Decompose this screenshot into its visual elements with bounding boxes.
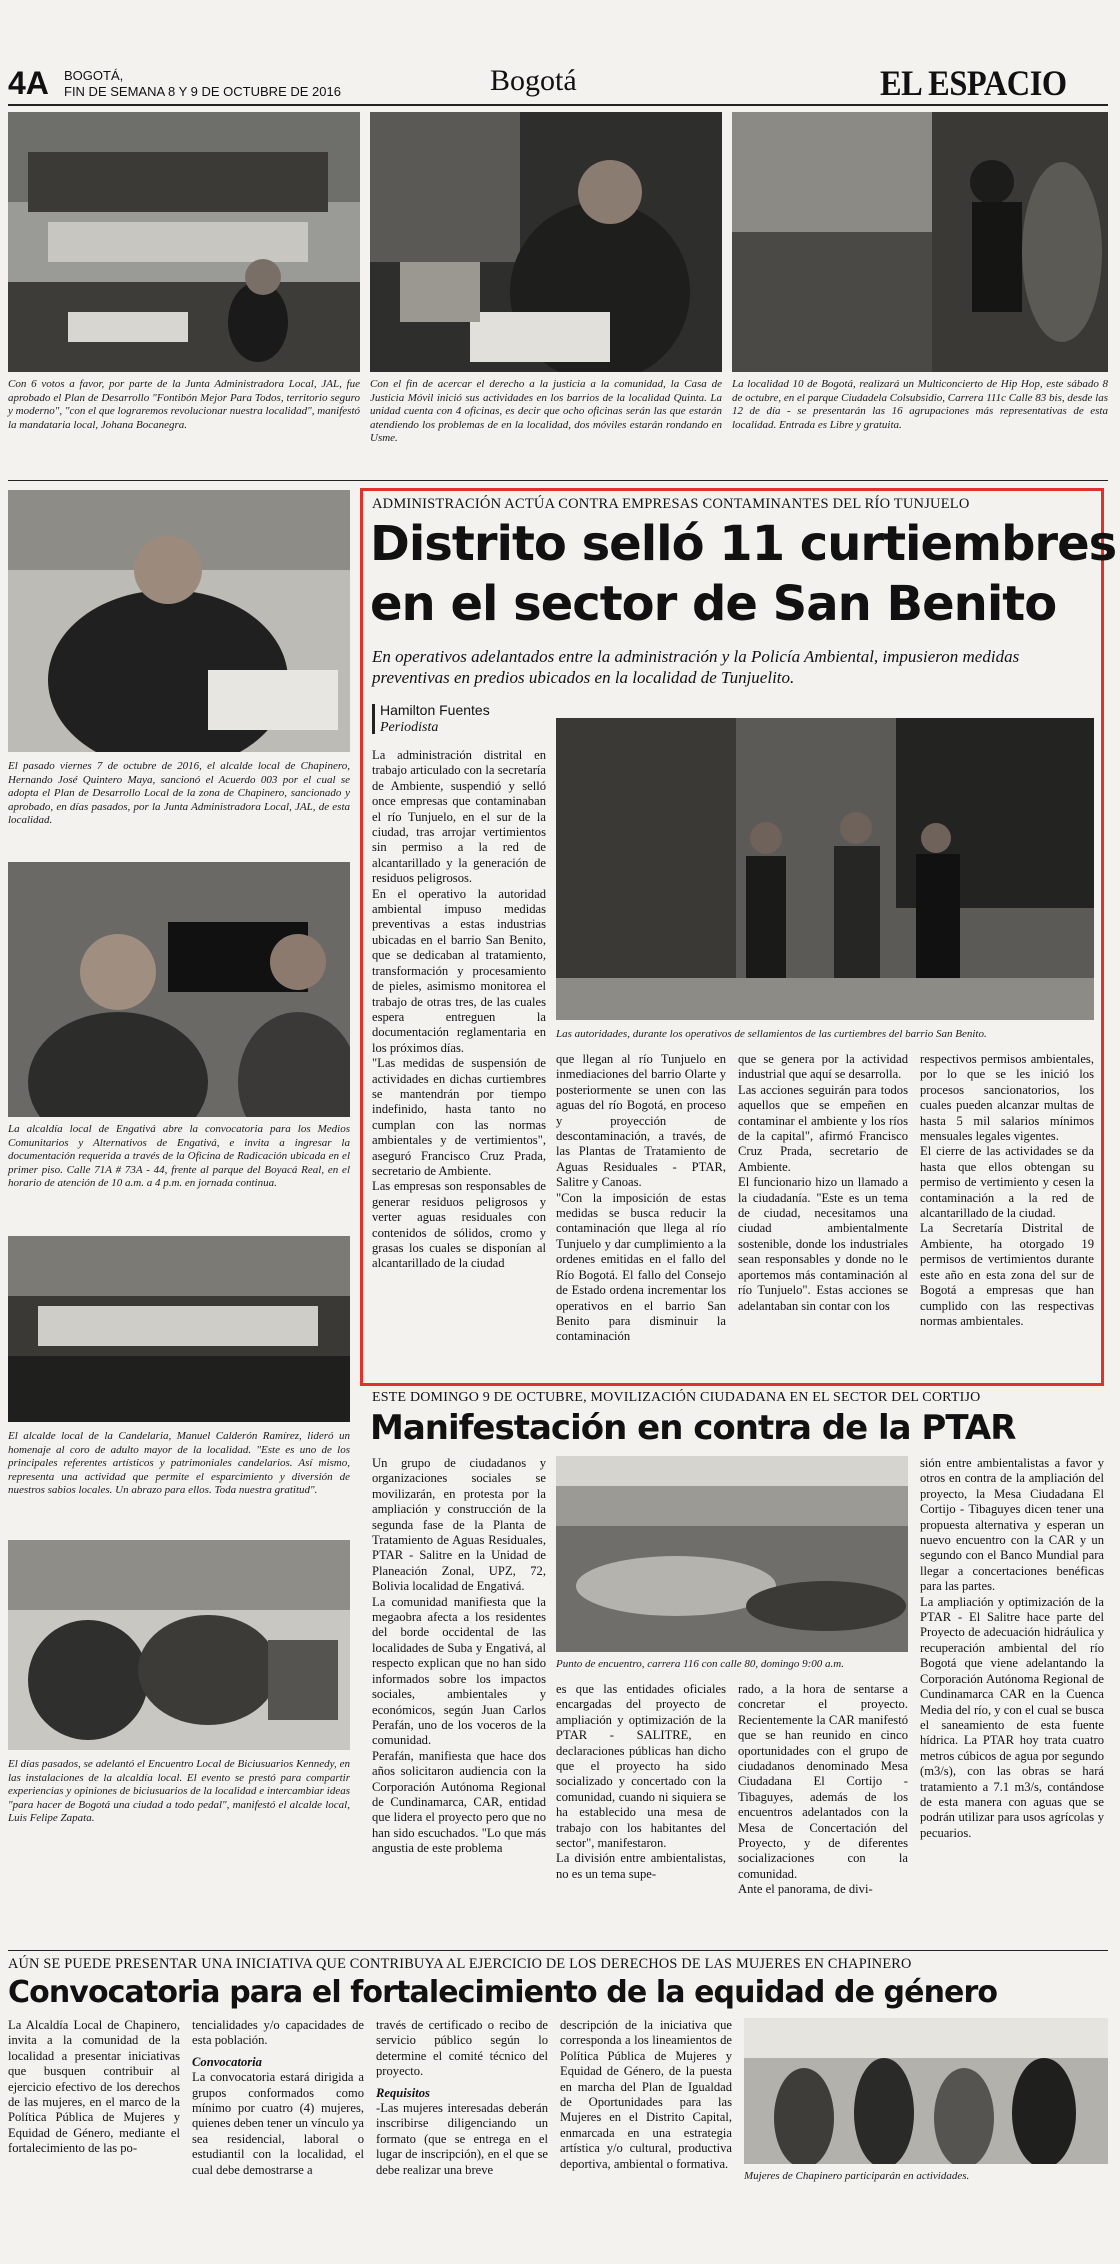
main-col-1 bbox=[372, 748, 546, 1378]
main-col3-p1: que se genera por la actividad industrial que aquí se desarrolla. bbox=[738, 1052, 908, 1082]
main-col-2 bbox=[556, 1052, 726, 1378]
top-row-rule bbox=[8, 480, 1108, 481]
photo-engativa-media bbox=[8, 862, 350, 1117]
photo-casa-justicia bbox=[370, 112, 722, 372]
ptar-col1-p2: La comunidad manifiesta que la megaobra afecta a los residentes del borde occidental de las localidades de Suba y Engativá, al respecto explican que no han sido informados sobre los impactos sociales, ambientales y económicos, según Juan Carlos Perafán, uno de los voceros de la comunidad. bbox=[372, 1594, 546, 1748]
main-col4-p3: La Secretaría Distrital de Ambiente, ha otorgado 19 permisos de vertimientos durante este año en esta zona del sur de Bogotá a empresas que han cumplido con las respectivas normas ambientales. bbox=[920, 1221, 1094, 1328]
bottom-col-4: descripción de la iniciativa que corresponda a los lineamientos de Política Pública de Mujeres y Equidad de Género, de la puesta en marcha del Plan de Igualdad de Oportunidades para las Mujeres en el Distrito Capital, enmarcada en una estrategia artística y/o cultural, productiva deportiva, ambiental o formativa. bbox=[560, 2018, 732, 2171]
photo-hip-hop bbox=[732, 112, 1108, 372]
masthead-city: BOGOTÁ, bbox=[64, 68, 124, 83]
author-role: Periodista bbox=[380, 720, 439, 735]
caption-ptar: Punto de encuentro, carrera 116 con calle 80, domingo 9:00 a.m. bbox=[556, 1658, 844, 1670]
main-headline-line1: Distrito selló 11 curtiembres bbox=[370, 516, 1117, 572]
ptar-col4-p1: sión entre ambientalistas a favor y otros en contra de la ampliación del proyecto, la Mesa Ciudadana El Cortijo - Tibaguyes dicen tener una propuesta alternativa y esperan un nuevo encuentro con la CAR y un segundo con el Banco Mundial para llegar a concertaciones benéficas para las partes. bbox=[920, 1456, 1104, 1594]
photo-ptar-wetland bbox=[556, 1456, 908, 1652]
caption-candelaria-coro: El alcalde local de la Candelaria, Manuel Calderón Ramírez, lideró un homenaje al coro de adulto mayor de la localidad. "Este es uno de los principales referentes artísticos y patrimoniales candelarios. Así mismo, representa una actividad que permite el esparcimiento y diversión de nuestros sabios locales. Un abrazo para ellos. Toda nuestra gratitud". bbox=[8, 1430, 350, 1497]
bottom-col-3 bbox=[376, 2018, 548, 2184]
ptar-col-1 bbox=[372, 1456, 546, 1944]
main-col1-p2: En el operativo la autoridad ambiental impuso medidas preventivas a estas industrias ubicadas en el barrio San Benito, que se dedicaban al tratamiento, transformación y procesamiento de pieles, asimismo monitorea el trabajo de otras tres, de las cuales espera entreguen la documentación reglamentaria en los próximos días. bbox=[372, 886, 546, 1055]
bottom-headline: Convocatoria para el fortalecimiento de la equidad de género bbox=[8, 1975, 998, 2010]
ptar-col1-p3: Perafán, manifiesta que hace dos años solicitaron audiencia con la Corporación Autónoma Regional de Cundinamarca, CAR, entidad que lidera el proyecto pero que no han sido escuchados. "Lo que más angustia de este problema bbox=[372, 1748, 546, 1856]
main-col2-p2: "Con la imposición de estas medidas se busca reducir la contaminación que llega al río Tunjuelo y dar cumplimiento a la ordenes emitidas en el fallo del Río Bogotá. El fallo del Consejo de Estado ordena incrementar los operativos en el barrio San Benito para disminuir la contaminación bbox=[556, 1190, 726, 1344]
bottom-section-rule bbox=[8, 1950, 1108, 1951]
main-col-4 bbox=[920, 1052, 1094, 1378]
main-col1-p3: "Las medidas de suspensión de actividades en dichas curtiembres se mantendrán por tiempo indefinido, hasta tanto no cumplan con las normas ambientales y de vertimientos", aseguró Francisco Cruz Prada, secretario de Ambiente. bbox=[372, 1056, 546, 1178]
main-col-3 bbox=[738, 1052, 908, 1378]
caption-hip-hop: La localidad 10 de Bogotá, realizará un Multiconcierto de Hip Hop, este sábado 8 de octubre, en el parque Ciudadela Colsubsidio, Carrera 111c Calle 83 bis, desde las 12 de día - se presentarán las 16 agrupaciones más representativas de esta localidad. Entrada es Libre y gratuita. bbox=[732, 378, 1109, 431]
bottom-col-2 bbox=[192, 2018, 364, 2184]
main-headline-line2: en el sector de San Benito bbox=[370, 576, 1057, 632]
caption-engativa-media: La alcaldía local de Engativá abre la convocatoria para los Medios Comunitarios y Alternativos de Engativá, e invita a ingresar la documentación requerida a través de la Oficina de Radicación ubicada en el primer piso. Calle 71A # 73A - 44, frente al parque del Boyacá Real, en el horario de atención de 10 a.m. a 4 p.m. en jornada continua. bbox=[8, 1123, 350, 1190]
page-number: 4A bbox=[8, 65, 49, 101]
ptar-kicker: ESTE DOMINGO 9 DE OCTUBRE, MOVILIZACIÓN CIUDADANA EN EL SECTOR DEL CORTIJO bbox=[372, 1390, 981, 1405]
bottom-col2-text-b: La convocatoria estará dirigida a grupos conformados como mínimo por cuatro (4) mujeres, quienes deben tener un vínculo ya sea residencial, laboral o estudiantil con la localidad, el cual debe demostrarse a bbox=[192, 2070, 364, 2177]
main-col1-p1: La administración distrital en trabajo articulado con la secretaría de Ambiente, suspendió y selló once empresas que contaminaban el río Tunjuelo, en el sur de la ciudad, tras arrojar vertimientos sin permiso a la red de alcantarillado y la generación de residuos peligrosos. bbox=[372, 748, 546, 886]
photo-jal-fontibon bbox=[8, 112, 360, 372]
ptar-col3-p2: Ante el panorama, de divi- bbox=[738, 1882, 873, 1897]
photo-kennedy-bici bbox=[8, 1540, 350, 1750]
caption-casa-justicia: Con el fin de acercar el derecho a la justicia a la comunidad, la Casa de Justicia Móvil inició sus actividades en los barrios de la localidad Quinta. La unidad cuenta con 4 oficinas, es decir que ocho oficinas serán las que estarán atendiendo los problemas de en la localidad, dos móviles estarán rondando en Usme. bbox=[370, 378, 722, 445]
ptar-col1-p1: Un grupo de ciudadanos y organizaciones sociales se movilizarán, en protesta por la ampliación y construcción de la segunda fase de la Planta de Tratamiento de Aguas Residuales, PTAR - Salitre en la Unidad de Planeación Zonal, UPZ, 72, Bolivia localidad de Engativá. bbox=[372, 1456, 546, 1594]
bottom-col3-head: Requisitos bbox=[376, 2085, 430, 2100]
bottom-col3-text-a: través de certificado o recibo de servicio público según lo determine el comité técnico del proyecto. bbox=[376, 2018, 548, 2079]
author-name: Hamilton Fuentes bbox=[380, 702, 490, 718]
caption-chapinero-mayor: El pasado viernes 7 de octubre de 2016, el alcalde local de Chapinero, Hernando José Quintero Maya, sancionó el Acuerdo 003 por el cual se adopta el Plan de Desarrollo Local de la zona de Chapinero, sancionado y aprobado, en días pasados, por la Junta Administradora Local, JAL, de esta localidad. bbox=[8, 760, 350, 827]
main-col1-p4: Las empresas son responsables de generar residuos peligrosos y verter aguas residuales con contenidos de sólidos, cromo y grasas los cuales se disponían al alcantarillado de la ciudad bbox=[372, 1179, 546, 1271]
ptar-col-3 bbox=[738, 1682, 908, 1944]
bottom-col2-text-a: tencialidades y/o capacidades de esta población. bbox=[192, 2018, 364, 2048]
caption-jal-fontibon: Con 6 votos a favor, por parte de la Junta Administradora Local, JAL, fue aprobado el Plan de Desarrollo "Fontibón Mejor Para Todos, territorio seguro y moderno", "con el que lograremos revolucionar nuestra localidad", manifestó la mandataria local, Johana Bocanegra. bbox=[8, 378, 360, 431]
masthead-rule bbox=[8, 104, 1108, 106]
ptar-headline: Manifestación en contra de la PTAR bbox=[370, 1408, 1016, 1448]
bottom-col3-text-b: -Las mujeres interesadas deberán inscribirse diligenciando un formato (que se entrega en el lugar de inscripción), en el que se debe realizar una breve bbox=[376, 2101, 548, 2177]
bottom-col-1: La Alcaldía Local de Chapinero, invita a la comunidad de la localidad a presentar iniciativas que busquen contribuir al ejercicio efectivo de los derechos de las mujeres, en el marco de la Política Pública de Mujeres y Equidad de Género, mediante el fortalecimiento de las po- bbox=[8, 2018, 180, 2156]
paper-logo: EL ESPACIO bbox=[880, 63, 1067, 103]
ptar-col4-p2: La ampliación y optimización de la PTAR - El Salitre hace parte del Proyecto de adecuación hidráulica y recuperación ambiental del río Bogotá que viene adelantando la Corporación Autónoma Regional de Cundinamarca CAR en la Cuenca Media del río, y con el cual se busca el saneamiento de esta fuente hídrica. La PTAR hoy trata cuatro metros cúbicos de agua por segundo (m3/s), con las obras se hará tratamiento a 7.1 m3/s, contándose de esta manera con aguas que se podrán utilizar para usos agrícolas y pecuarios. bbox=[920, 1594, 1104, 1840]
photo-candelaria-coro bbox=[8, 1236, 350, 1422]
bottom-col2-head: Convocatoria bbox=[192, 2054, 262, 2069]
photo-mujeres-chapinero bbox=[744, 2018, 1108, 2164]
main-col2-p1: que llegan al río Tunjuelo en inmediaciones del barrio Olarte y posteriormente se unen con las aguas del río Bogotá, en proceso y proyección de descontaminación, a través, de las Plantas de Tratamiento de Aguas Residuales - PTAR, Salitre y Canoas. bbox=[556, 1052, 726, 1190]
main-col3-p3: El funcionario hizo un llamado a la ciudadanía. "Este es un tema de ciudad, necesitamos una ciudad ambientalmente sostenible, donde los industriales sean responsables y donde no le aportemos más contaminación al río Tunjuelo". Estas acciones se adelantaban sin contar con los bbox=[738, 1175, 908, 1313]
photo-curtiembres bbox=[556, 718, 1094, 1020]
main-col3-p2: Las acciones seguirán para todos aquellos que se empeñen en contaminar el ambiente y los ríos de la capital", afirmó Francisco Cruz Prada, secretario de Ambiente. bbox=[738, 1082, 908, 1174]
main-col4-p1: respectivos permisos ambientales, por lo que se les inició los procesos sancionatorios, los cuales pueden alcanzar multas de hasta 5 mil salarios mínimos mensuales legales vigentes. bbox=[920, 1052, 1094, 1144]
caption-curtiembres: Las autoridades, durante los operativos de sellamientos de las curtiembres del barrio San Benito. bbox=[556, 1028, 987, 1040]
caption-kennedy-bici: El días pasados, se adelantó el Encuentro Local de Biciusuarios Kennedy, en las instalaciones de la alcaldía local. El evento se prestó para compartir experiencias y opiniones de biciusuarios de la localidad e intercambiar ideas "para hacer de Bogotá una ciudad a todo pedal", manifestó el alcalde local, Luis Felipe Zapata. bbox=[8, 1758, 350, 1825]
section-title: Bogotá bbox=[490, 64, 577, 97]
ptar-col-2 bbox=[556, 1682, 726, 1944]
main-subhead: En operativos adelantados entre la administración y la Policía Ambiental, impusieron medidas preventivas en predios ubicados en la localidad de Tunjuelito. bbox=[372, 647, 1020, 687]
ptar-col3-p1: rado, a la hora de sentarse a concretar el proyecto. Recientemente la CAR manifestó que se han reunido en cinco oportunidades con el grupo de ciudadanos denominado Mesa Ciudadana El Cortijo - Tibaguyes, además de los encuentros adelantados con la Mesa de Concertación del Proyecto, y de diferentes socializaciones con la comunidad. bbox=[738, 1682, 908, 1881]
photo-chapinero-mayor bbox=[8, 490, 350, 752]
masthead-date: FIN DE SEMANA 8 Y 9 DE OCTUBRE DE 2016 bbox=[64, 84, 341, 99]
caption-mujeres: Mujeres de Chapinero participarán en actividades. bbox=[744, 2170, 970, 2182]
byline-bar bbox=[372, 704, 375, 734]
ptar-col2-p1: es que las entidades oficiales encargadas del proyecto de ampliación y optimización de la PTAR - SALITRE, en declaraciones públicas han dicho que el proyecto ha sido socializado y concertado con la comunidad, cuando ni siquiera se ha establecido una mesa de trabajo con los habitantes del sector", manifestaron. bbox=[556, 1682, 726, 1851]
main-kicker: ADMINISTRACIÓN ACTÚA CONTRA EMPRESAS CONTAMINANTES DEL RÍO TUNJUELO bbox=[372, 496, 970, 512]
bottom-kicker: AÚN SE PUEDE PRESENTAR UNA INICIATIVA QUE CONTRIBUYA AL EJERCICIO DE LOS DERECHOS DE LAS MUJERES EN CHAPINERO bbox=[8, 1956, 912, 1972]
main-col4-p2: El cierre de las actividades se da hasta que ellos obtengan su permiso de vertimiento y cesen la contaminación a la red de alcantarillado de la ciudad. bbox=[920, 1144, 1094, 1221]
ptar-col-4 bbox=[920, 1456, 1104, 1944]
ptar-col2-p2: La división entre ambientalistas, no es un tema supe- bbox=[556, 1851, 726, 1881]
